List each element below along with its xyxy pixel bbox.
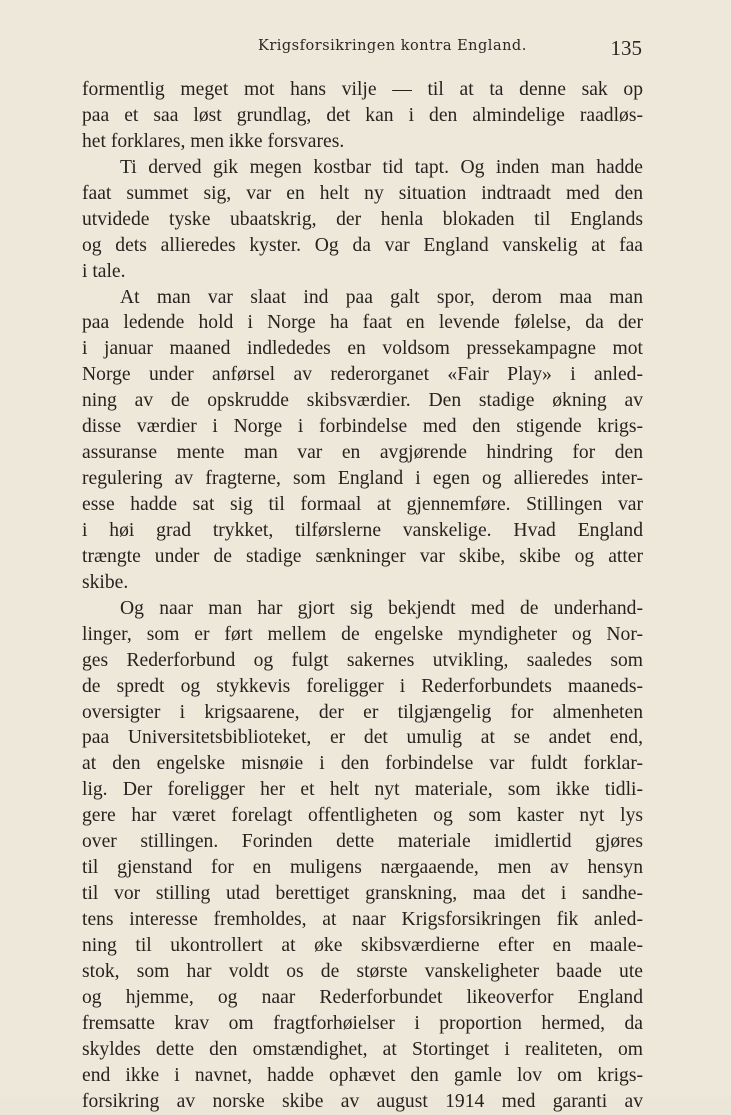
text-line: esse hadde sat sig til formaal at gjennemføre. Stillingen var bbox=[82, 494, 643, 515]
text-line: regulering av fragterne, som England i egen og allieredes inter- bbox=[82, 468, 643, 490]
text-line: paa et saa løst grundlag, det kan i den almindelige raadløs- bbox=[82, 104, 643, 126]
text-line: assuranse mente man var en avgjørende hindring for den bbox=[82, 442, 643, 464]
text-line: paa Universitetsbiblioteket, er det umulig at se andet end, bbox=[82, 727, 643, 749]
text-line: i høi grad trykket, tilførslerne vanskelige. Hvad England bbox=[82, 519, 643, 541]
page-number: 135 bbox=[610, 36, 642, 60]
text-line: fremsatte krav om fragtforhøielser i proportion hermed, da bbox=[82, 1012, 643, 1034]
text-line: Norge under anførsel av rederorganet «Fair Play» i anled- bbox=[82, 364, 643, 386]
text-line: het forklares, men ikke forsvares. bbox=[82, 130, 345, 152]
text-line: at den engelske misnøie i den forbindelse var fuldt forklar- bbox=[82, 753, 643, 775]
text-line: de spredt og stykkevis foreligger i Rederforbundets maaneds- bbox=[82, 675, 643, 697]
text-line: i tale. bbox=[82, 260, 126, 282]
text-line: over stillingen. Forinden dette materiale imidlertid gjøres bbox=[82, 831, 643, 853]
text-line: lig. Der foreligger her et helt nyt materiale, som ikke tidli- bbox=[82, 779, 643, 801]
text-line: til vor stilling utad berettiget granskning, maa det i sandhe- bbox=[82, 883, 643, 905]
text-line: i januar maaned indlededes en voldsom pressekampagne mot bbox=[82, 338, 643, 360]
text-line: paa ledende hold i Norge ha faat en levende følelse, da der bbox=[82, 312, 643, 334]
text-line: Og naar man har gjort sig bekjendt med de underhand- bbox=[120, 597, 643, 619]
text-line: til gjenstand for en muligens nærgaaende, men av hensyn bbox=[82, 857, 643, 879]
text-line: forsikring av norske skibe av august 1914 med garanti av bbox=[82, 1090, 643, 1112]
text-line: disse værdier i Norge i forbindelse med den stigende krigs- bbox=[82, 416, 643, 438]
text-line: ning til ukontrollert at øke skibsværdierne efter en maale- bbox=[82, 934, 643, 956]
text-line: At man var slaat ind paa galt spor, derom maa man bbox=[120, 286, 643, 308]
print-smudge bbox=[420, 1084, 500, 1094]
text-line: trængte under de stadige sænkninger var skibe, skibe og atter bbox=[82, 545, 643, 567]
text-line: gere har været forelagt offentligheten og som kaster nyt lys bbox=[82, 805, 643, 827]
text-line: tens interesse fremholdes, at naar Krigsforsikringen fik anled- bbox=[82, 909, 643, 930]
text-line: ning av de opskrudde skibsværdier. Den stadige økning av bbox=[82, 390, 643, 412]
text-line: og dets allieredes kyster. Og da var England vanskelig at faa bbox=[82, 234, 643, 256]
text-line: linger, som er ført mellem de engelske myndigheter og Nor- bbox=[82, 623, 643, 645]
text-line: skyldes dette den omstændighet, at Stortinget i realiteten, om bbox=[82, 1038, 643, 1060]
text-line: ges Rederforbund og fulgt sakernes utvikling, saaledes som bbox=[82, 649, 643, 671]
text-line: oversigter i krigsaarene, der er tilgjængelig for almenheten bbox=[82, 701, 643, 723]
text-line: stok, som har voldt os de største vanskeligheter baade ute bbox=[82, 960, 643, 982]
text-line: end ikke i navnet, hadde ophævet den gamle lov om krigs- bbox=[82, 1064, 643, 1086]
text-line: utvidede tyske ubaatskrig, der henla blokaden til Englands bbox=[82, 208, 643, 230]
text-line: skibe. bbox=[82, 571, 129, 593]
text-line: formentlig meget mot hans vilje — til at ta denne sak op bbox=[82, 79, 643, 100]
text-line: faat summet sig, var en helt ny situation indtraadt med den bbox=[82, 182, 643, 204]
text-line: Ti derved gik megen kostbar tid tapt. Og inden man hadde bbox=[120, 156, 643, 178]
running-title: Krigsforsikringen kontra England. bbox=[258, 38, 527, 54]
body-text bbox=[82, 77, 643, 1115]
text-line: og hjemme, og naar Rederforbundet likeoverfor England bbox=[82, 986, 643, 1008]
